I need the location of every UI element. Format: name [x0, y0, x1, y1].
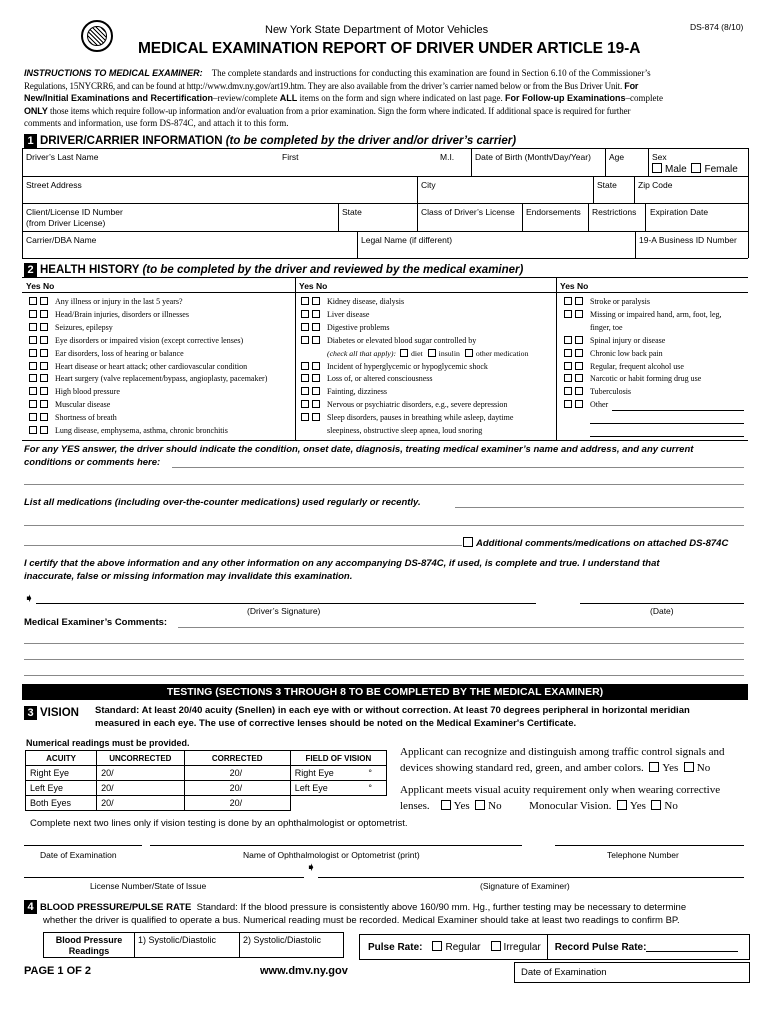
complete-next-note: Complete next two lines only if vision testing is done by an ophthalmologist or optometrist. [30, 818, 408, 829]
health-item [29, 399, 267, 412]
no-checkbox[interactable] [312, 374, 320, 382]
dob-field[interactable]: Date of Birth (Month/Day/Year) [475, 152, 591, 162]
expiration-field[interactable]: Expiration Date [650, 207, 709, 217]
license-class-field[interactable]: Class of Driver’s License [421, 207, 515, 217]
agency-name: New York State Department of Motor Vehicles [265, 24, 489, 36]
form-number: DS-874 (8/10) [690, 22, 744, 32]
vision-row: Both Eyes 20/ 20/ [26, 796, 387, 811]
record-pulse-line[interactable] [646, 942, 738, 952]
yes-checkbox[interactable] [29, 310, 37, 318]
no-checkbox[interactable] [40, 310, 48, 318]
color-recognition: Applicant can recognize and distinguish among traffic control signals and devices showing standard red, green, and amber colors. Yes No [400, 746, 725, 774]
no-checkbox[interactable] [40, 374, 48, 382]
insulin-checkbox[interactable] [428, 349, 436, 357]
other-medication-checkbox[interactable] [465, 349, 473, 357]
legal-name-field[interactable]: Legal Name (if different) [361, 235, 453, 245]
col-field-of-vision: FIELD OF VISION [290, 751, 386, 766]
health-item [29, 425, 267, 438]
health-item-label: Heart disease or heart attack; other cardiovascular condition [55, 361, 248, 371]
instructions: INSTRUCTIONS TO MEDICAL EXAMINER: The complete standards and instructions for conducting this examination are found in Section 6.10 of the Commissioner’s Regulations, 15NYCRR6, and can be found at http://www.dmv.ny.gov/art19.htm. They are also available from the driver’s carrier named below or from the Bus Driver Unit. For New/Initial Examinations and Recertification–review/complete ALL items on the form and sign where indicated on last page. For Follow-up Examinations–complete ONLY those items which require follow-up information and/or evaluation from a prior examination. Sign the form where indicated. If additional space is required for further comments and information, use form DS-874C, and attach it to this form. [24, 68, 663, 129]
no-checkbox[interactable] [40, 387, 48, 395]
health-item [564, 335, 722, 348]
left-eye-field[interactable]: Left Eye ° [290, 781, 386, 796]
endorsements-field[interactable]: Endorsements [526, 207, 581, 217]
health-item [301, 399, 528, 412]
yes-checkbox[interactable] [301, 336, 309, 344]
health-item [29, 296, 267, 309]
yes-checkbox[interactable] [29, 323, 37, 331]
no-checkbox[interactable] [575, 297, 583, 305]
lenses-no-checkbox[interactable] [475, 800, 485, 810]
yes-checkbox[interactable] [29, 349, 37, 357]
yes-checkbox[interactable] [29, 297, 37, 305]
health-item-label: Kidney disease, dialysis [327, 297, 405, 306]
license-state-caption: License Number/State of Issue [90, 881, 207, 891]
carrier-field[interactable]: Carrier/DBA Name [26, 235, 97, 245]
signature-arrow-icon: ➧ [24, 591, 35, 605]
no-checkbox[interactable] [575, 336, 583, 344]
page-number: PAGE 1 OF 2 [24, 965, 92, 977]
no-checkbox[interactable] [575, 362, 583, 370]
right-eye-field[interactable]: Right Eye ° [290, 766, 386, 781]
corrective-lenses: Applicant meets visual acuity requirement only when wearing corrective lenses. Yes No Monocular Vision. Yes No [400, 784, 721, 812]
health-item-label: Stroke or paralysis [590, 297, 650, 306]
last-name-field[interactable]: Driver’s Last Name [26, 152, 99, 162]
left-eye-corrected[interactable]: 20/ [184, 781, 290, 796]
vision-table [25, 750, 387, 811]
right-eye-uncorrected[interactable]: 20/ [97, 766, 185, 781]
client-id-field[interactable]: Client/License ID Number (from Driver License) [26, 207, 123, 228]
health-item-label: Shortness of breath [55, 413, 117, 423]
both-eyes-uncorrected[interactable]: 20/ [97, 796, 185, 811]
yes-checkbox[interactable] [301, 310, 309, 318]
health-item [564, 309, 722, 322]
health-item-label: Sleep disorders, pauses in breathing while asleep, daytime [327, 413, 514, 423]
col-acuity: ACUITY [26, 751, 97, 766]
pulse-rate-box: Pulse Rate: Regular Irregular Record Pulse Rate: [359, 934, 750, 960]
yes-instruction: For any YES answer, the driver should indicate the condition, onset date, diagnosis, treating medical examiner’s name and address, and any current conditions or comments here: [24, 444, 694, 468]
yes-no-header-2: Yes No [299, 281, 328, 291]
driver-date-caption: (Date) [650, 606, 674, 616]
health-item-label: Loss of, or altered consciousness [327, 374, 433, 384]
diabetes-control-options: (check all that apply): diet insulin other medication [327, 348, 529, 358]
health-item [29, 335, 267, 348]
health-item-label: Nervous or psychiatric disorders, e.g., severe depression [327, 400, 508, 410]
no-checkbox[interactable] [40, 426, 48, 434]
section1-header: 1 DRIVER/CARRIER INFORMATION (to be completed by the driver and/or driver’s carrier) [24, 134, 516, 148]
health-item [564, 361, 722, 374]
no-checkbox[interactable] [40, 413, 48, 421]
no-checkbox[interactable] [575, 349, 583, 357]
sex-options: Male Female [652, 163, 738, 175]
pulse-regular-checkbox[interactable] [432, 941, 442, 951]
no-checkbox[interactable] [312, 297, 320, 305]
yes-checkbox[interactable] [564, 349, 572, 357]
health-item [564, 348, 722, 361]
health-item [29, 412, 267, 425]
health-item [29, 386, 267, 399]
missing-limb-continuation: finger, toe [590, 322, 623, 332]
yes-checkbox[interactable] [301, 413, 309, 421]
health-item [29, 309, 267, 322]
yes-checkbox[interactable] [564, 336, 572, 344]
color-no-checkbox[interactable] [684, 762, 694, 772]
pulse-irregular-checkbox[interactable] [491, 941, 501, 951]
no-checkbox[interactable] [575, 387, 583, 395]
health-item [301, 386, 528, 399]
no-checkbox[interactable] [40, 400, 48, 408]
both-eyes-corrected[interactable]: 20/ [184, 796, 290, 811]
color-yes-checkbox[interactable] [649, 762, 659, 772]
health-item [301, 322, 528, 335]
yes-checkbox[interactable] [29, 374, 37, 382]
no-checkbox[interactable] [312, 362, 320, 370]
yes-no-header-3: Yes No [560, 281, 589, 291]
col-uncorrected: UNCORRECTED [97, 751, 185, 766]
yes-no-header-1: Yes No [26, 281, 55, 291]
yes-checkbox[interactable] [301, 323, 309, 331]
no-checkbox[interactable] [312, 323, 320, 331]
ophthalmologist-name-caption: Name of Ophthalmologist or Optometrist (print) [243, 850, 420, 860]
bp-readings-box: Blood Pressure Readings 1) Systolic/Diastolic 2) Systolic/Diastolic [43, 932, 344, 958]
yes-checkbox[interactable] [301, 400, 309, 408]
health-item [564, 386, 722, 399]
left-eye-uncorrected[interactable]: 20/ [97, 781, 185, 796]
health-item-label: Ear disorders, loss of hearing or balance [55, 348, 184, 358]
health-item-label: Incident of hyperglycemic or hypoglycemic shock [327, 361, 488, 371]
business-id-field[interactable]: 19-A Business ID Number [639, 235, 737, 245]
driver-date-line[interactable] [580, 603, 744, 604]
no-checkbox[interactable] [312, 400, 320, 408]
vision-row: Left Eye 20/ 20/ Left Eye ° [26, 781, 387, 796]
yes-checkbox[interactable] [301, 374, 309, 382]
no-checkbox[interactable] [312, 387, 320, 395]
restrictions-field[interactable]: Restrictions [592, 207, 637, 217]
health-item-label: Eye disorders or impaired vision (except corrective lenses) [55, 335, 244, 345]
yes-checkbox[interactable] [564, 310, 572, 318]
health-item-label: Head/Brain injuries, disorders or illnesses [55, 309, 189, 319]
health-item-label: Any illness or injury in the last 5 years? [55, 297, 183, 306]
male-checkbox[interactable] [652, 163, 662, 173]
certification: I certify that the above information and any other information on any accompanying DS-874C, if used, is complete and true. I understand that inaccurate, false or missing information may invalidate this examination. [24, 558, 660, 582]
no-checkbox[interactable] [575, 310, 583, 318]
age-field[interactable]: Age [609, 152, 625, 162]
health-item-label: Seizures, epilepsy [55, 322, 113, 332]
section2-header: 2 HEALTH HISTORY (to be completed by the driver and reviewed by the medical examiner) [24, 263, 523, 277]
health-history-col2 [301, 296, 528, 438]
license-state-field[interactable]: State [342, 207, 362, 217]
yes-checkbox[interactable] [564, 387, 572, 395]
no-checkbox[interactable] [312, 413, 320, 421]
female-checkbox[interactable] [691, 163, 701, 173]
health-history-col1 [29, 296, 267, 438]
health-item [29, 322, 267, 335]
numerical-readings-note: Numerical readings must be provided. [26, 738, 190, 748]
diet-checkbox[interactable] [400, 349, 408, 357]
health-item [29, 373, 267, 386]
no-checkbox[interactable] [575, 400, 583, 408]
health-item [29, 361, 267, 374]
no-checkbox[interactable] [575, 374, 583, 382]
additional-comments: Additional comments/medications on attached DS-874C [463, 537, 728, 549]
health-item-label: High blood pressure [55, 387, 120, 397]
footer-date-exam-field[interactable]: Date of Examination [514, 962, 750, 983]
health-item-label: Narcotic or habit forming drug use [590, 374, 702, 384]
yes-checkbox[interactable] [564, 374, 572, 382]
no-checkbox[interactable] [40, 349, 48, 357]
monocular-no-checkbox[interactable] [651, 800, 661, 810]
health-item-label: Heart surgery (valve replacement/bypass, angioplasty, pacemaker) [55, 374, 268, 384]
health-history-col3 [564, 296, 722, 412]
yes-checkbox[interactable] [564, 297, 572, 305]
me-comments-label: Medical Examiner’s Comments: [24, 617, 168, 628]
examiner-signature-caption: (Signature of Examiner) [480, 881, 570, 891]
yes-checkbox[interactable] [29, 362, 37, 370]
street-field[interactable]: Street Address [26, 180, 82, 190]
monocular-yes-checkbox[interactable] [617, 800, 627, 810]
health-item [301, 412, 528, 425]
bp-reading-1[interactable]: 1) Systolic/Diastolic [135, 933, 240, 957]
health-item-label: Other [590, 400, 609, 410]
health-item-label: Missing or impaired hand, arm, foot, leg, [590, 309, 722, 319]
state-seal [81, 20, 113, 52]
no-checkbox[interactable] [40, 297, 48, 305]
health-item-label: Fainting, dizziness [327, 387, 387, 397]
no-checkbox[interactable] [312, 336, 320, 344]
col-corrected: CORRECTED [184, 751, 290, 766]
health-item [564, 373, 722, 386]
yes-checkbox[interactable] [564, 362, 572, 370]
additional-comments-checkbox[interactable] [463, 537, 473, 547]
medications-label: List all medications (including over-the-counter medications) used regularly or recently. [24, 497, 421, 508]
bp-reading-2[interactable]: 2) Systolic/Diastolic [243, 935, 322, 945]
lenses-yes-checkbox[interactable] [441, 800, 451, 810]
health-item [301, 296, 528, 309]
health-item-label: Tuberculosis [590, 387, 632, 397]
health-item [301, 335, 528, 348]
testing-banner: TESTING (SECTIONS 3 THROUGH 8 TO BE COMPLETED BY THE MEDICAL EXAMINER) [22, 684, 748, 700]
sleep-disorder-continuation: sleepiness, obstructive sleep apnea, loud snoring [327, 426, 483, 436]
vision-standard: Standard: At least 20/40 acuity (Snellen) in each eye with or without correction. At least 70 degrees peripheral in horizontal meridian measured in each eye. The use of corrective lenses should be noted on the Medical Examiner's Certificate. [95, 705, 690, 729]
health-item [564, 296, 722, 309]
health-item [301, 361, 528, 374]
vision-row: Right Eye 20/ 20/ Right Eye ° [26, 766, 387, 781]
yes-checkbox[interactable] [301, 387, 309, 395]
sex-label: Sex [652, 152, 667, 162]
health-item-label: Chronic low back pain [590, 348, 663, 358]
state-field[interactable]: State [597, 180, 617, 190]
zip-field[interactable]: Zip Code [638, 180, 673, 190]
yes-checkbox[interactable] [29, 400, 37, 408]
health-item-label: Spinal injury or disease [590, 335, 666, 345]
yes-checkbox[interactable] [301, 362, 309, 370]
form-title: MEDICAL EXAMINATION REPORT OF DRIVER UNDER ARTICLE 19-A [138, 40, 641, 57]
examiner-signature-arrow-icon: ➧ [306, 860, 317, 874]
yes-checkbox[interactable] [29, 387, 37, 395]
date-exam-caption: Date of Examination [40, 850, 117, 860]
health-item-label: Regular, frequent alcohol use [590, 361, 684, 371]
health-item [301, 309, 528, 322]
right-eye-corrected[interactable]: 20/ [184, 766, 290, 781]
yes-checkbox[interactable] [301, 297, 309, 305]
section3-header: 3 VISION [24, 706, 79, 720]
mi-field[interactable]: M.I. [440, 152, 455, 162]
health-item [301, 373, 528, 386]
section4-header: 4 BLOOD PRESSURE/PULSE RATE Standard: If the blood pressure is consistently above 160/90 mm. Hg., further testing may be necessary to determine whether the driver is qualified to operate a bus. Numerical reading must be recorded. Medical Examiner should take at least two readings to confirm BP. [24, 900, 686, 927]
city-field[interactable]: City [421, 180, 436, 190]
no-checkbox[interactable] [40, 323, 48, 331]
health-item-label: Digestive problems [327, 322, 390, 332]
website: www.dmv.ny.gov [260, 965, 348, 977]
first-name-field[interactable]: First [282, 152, 299, 162]
health-item-label: Lung disease, emphysema, asthma, chronic bronchitis [55, 426, 228, 436]
driver-signature-line[interactable] [36, 603, 536, 604]
yes-checkbox[interactable] [29, 426, 37, 434]
no-checkbox[interactable] [40, 362, 48, 370]
health-item-label: Liver disease [327, 309, 370, 319]
no-checkbox[interactable] [40, 336, 48, 344]
driver-signature-caption: (Driver’s Signature) [247, 606, 321, 616]
telephone-caption: Telephone Number [607, 850, 679, 860]
yes-checkbox[interactable] [29, 336, 37, 344]
health-item-label: Muscular disease [55, 400, 111, 410]
no-checkbox[interactable] [312, 310, 320, 318]
yes-checkbox[interactable] [564, 400, 572, 408]
health-item [29, 348, 267, 361]
health-item-label: Diabetes or elevated blood sugar controlled by [327, 335, 477, 345]
yes-checkbox[interactable] [29, 413, 37, 421]
